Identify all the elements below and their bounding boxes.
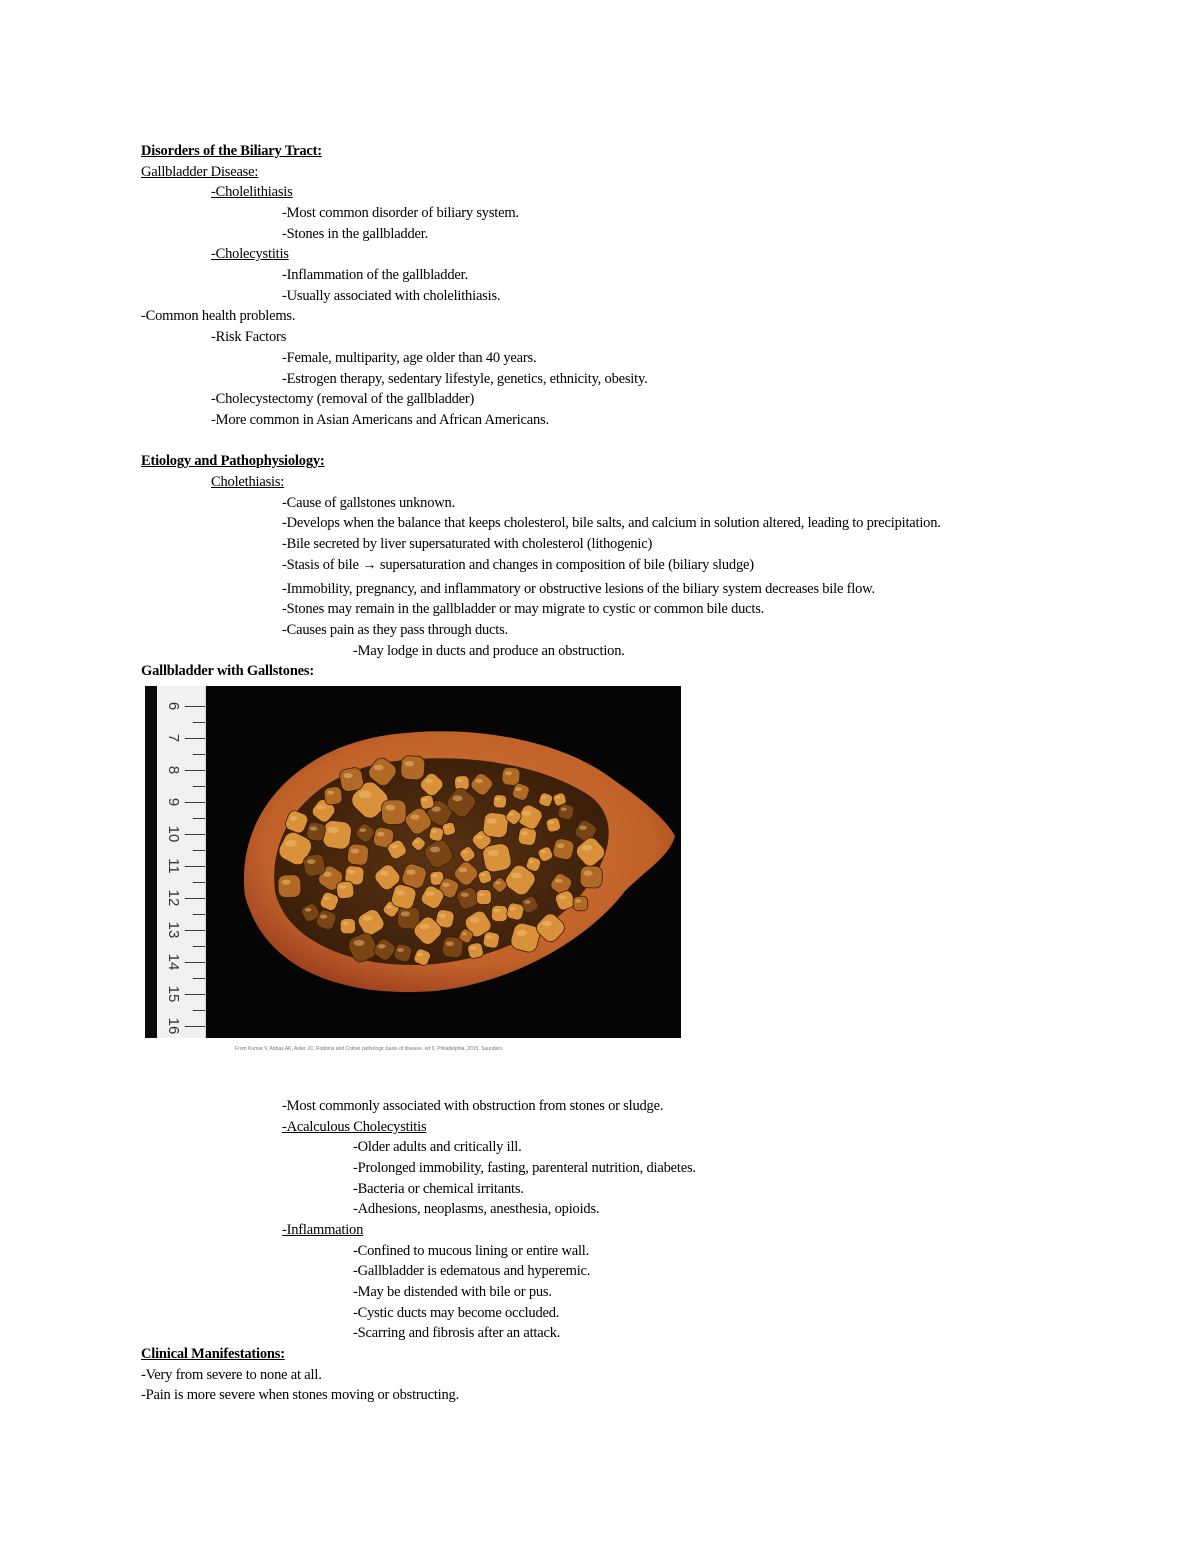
- gallstone-highlight: [385, 805, 395, 811]
- gallstone-highlight: [549, 821, 554, 824]
- ruler-number: 14: [165, 953, 182, 971]
- list-item: -Stones in the gallbladder.: [282, 226, 429, 242]
- gallstone-highlight: [495, 881, 500, 884]
- ruler-tick-minor: [193, 818, 205, 819]
- heading-cholecystitis: -Cholecystitis: [211, 246, 289, 262]
- gallstone: [306, 821, 327, 842]
- gallstone: [419, 794, 435, 810]
- ruler-tick: [185, 1026, 205, 1027]
- gallstone-highlight: [391, 845, 398, 849]
- gallstone-highlight: [470, 946, 476, 949]
- gallstone-highlight: [378, 944, 386, 948]
- gallstone-highlight: [462, 932, 467, 935]
- list-item: -Cystic ducts may become occluded.: [353, 1305, 560, 1321]
- gallstone-highlight: [445, 825, 450, 828]
- list-item: -Pain is more severe when stones moving or obstructing.: [141, 1387, 460, 1403]
- gallstone: [324, 786, 343, 805]
- figure-title: Gallbladder with Gallstones:: [141, 663, 314, 679]
- list-item: -May lodge in ducts and produce an obstruction.: [353, 643, 625, 659]
- gallstone: [338, 766, 364, 792]
- gallstone-highlight: [386, 905, 392, 908]
- gallstone-highlight: [432, 807, 441, 812]
- section-title-disorders: Disorders of the Biliary Tract:: [141, 143, 322, 159]
- ruler-tick-minor: [193, 946, 205, 947]
- gallstone: [336, 881, 355, 900]
- ruler-tick: [185, 834, 205, 835]
- gallstone: [347, 843, 370, 866]
- subtitle-gallbladder-disease: Gallbladder Disease:: [141, 164, 259, 180]
- ruler-number: 16: [165, 1017, 182, 1035]
- gallstone-highlight: [354, 940, 365, 946]
- ruler-tick-minor: [193, 978, 205, 979]
- list-item: -More common in Asian Americans and African Americans.: [211, 412, 549, 428]
- gallstone-highlight: [410, 814, 419, 819]
- gallstone-highlight: [419, 924, 429, 930]
- gallbladder-photo: [145, 686, 681, 1038]
- gallstone-highlight: [521, 831, 528, 835]
- list-item: -Develops when the balance that keeps cholesterol, bile salts, and calcium in solution altered, leading to precipitation.: [282, 515, 941, 531]
- gallstone-highlight: [310, 826, 317, 830]
- gallstone: [482, 812, 509, 839]
- gallstone: [278, 875, 301, 898]
- ruler-tick: [185, 994, 205, 995]
- ruler-tick: [185, 866, 205, 867]
- gallstone-highlight: [463, 850, 468, 853]
- gallstone-highlight: [305, 908, 311, 912]
- gallstone: [400, 755, 425, 780]
- list-item: -Cholecystectomy (removal of the gallbladder): [211, 391, 475, 407]
- list-item: -Confined to mucous lining or entire wall.: [353, 1243, 590, 1259]
- gallstone: [501, 767, 520, 786]
- list-item: -Female, multiparity, age older than 40 years.: [282, 350, 537, 366]
- gallstone-highlight: [348, 870, 356, 874]
- gallstone-highlight: [351, 849, 359, 854]
- gallstone-highlight: [446, 941, 454, 946]
- list-item: -Common health problems.: [141, 308, 296, 324]
- gallstone-highlight: [461, 893, 469, 898]
- gallstone-highlight: [432, 874, 438, 877]
- gallstone: [302, 853, 326, 877]
- gallstone-highlight: [401, 911, 410, 916]
- gallstone-highlight: [542, 921, 552, 927]
- list-item: -Adhesions, neoplasms, anesthesia, opioids.: [353, 1201, 600, 1217]
- ruler-number: 10: [165, 825, 182, 843]
- gallstone-highlight: [541, 796, 546, 799]
- gallstone-highlight: [511, 873, 522, 879]
- gallstone: [476, 889, 491, 904]
- gallstone-highlight: [510, 907, 517, 911]
- gallstone: [491, 905, 508, 922]
- ruler-number: 12: [165, 889, 182, 907]
- ruler-tick-minor: [193, 1010, 205, 1011]
- list-item: -Gallbladder is edematous and hyperemic.: [353, 1263, 591, 1279]
- ruler-tick-minor: [193, 754, 205, 755]
- gallstone: [552, 838, 575, 861]
- figure-caption: From Kumar V, Abbas AK, Aster JC: Robbins and Cotran pathologic basis of disease, ed 9, Philadelphia, 2015, Saunders.: [235, 1046, 504, 1052]
- ruler-tick: [185, 770, 205, 771]
- gallstone-highlight: [414, 840, 419, 843]
- ruler: [145, 686, 206, 1038]
- list-item: -Older adults and critically ill.: [353, 1139, 522, 1155]
- gallstone-highlight: [488, 850, 499, 856]
- gallstone: [467, 942, 484, 959]
- gallstone-highlight: [559, 895, 566, 899]
- gallstone-highlight: [561, 808, 567, 811]
- list-item: -Inflammation of the gallbladder.: [282, 267, 468, 283]
- gallstone-highlight: [557, 843, 565, 848]
- gallstone-highlight: [339, 885, 346, 889]
- ruler-number: 9: [165, 797, 182, 807]
- gallstone-highlight: [344, 773, 353, 778]
- gallstone: [493, 794, 507, 808]
- ruler-number: 7: [165, 733, 182, 743]
- list-item: -Bacteria or chemical irritants.: [353, 1181, 524, 1197]
- ruler-tick-minor: [193, 850, 205, 851]
- list-item: -Immobility, pregnancy, and inflammatory or obstructive lesions of the biliary system decreases bile flow.: [282, 581, 875, 597]
- gallstone-highlight: [584, 871, 593, 876]
- gallstone: [482, 931, 500, 949]
- gallstone-highlight: [290, 816, 298, 821]
- gallstone-highlight: [494, 909, 501, 913]
- ruler-tick: [185, 930, 205, 931]
- gallstone: [340, 918, 355, 933]
- gallbladder-image: [205, 686, 681, 1038]
- gallstone-highlight: [430, 847, 440, 853]
- gallstone-highlight: [556, 796, 561, 799]
- gallstone-highlight: [282, 880, 291, 885]
- gallstone-highlight: [495, 798, 500, 801]
- gallstone-highlight: [575, 899, 581, 902]
- list-item: -May be distended with bile or pus.: [353, 1284, 552, 1300]
- gallstone-highlight: [327, 791, 334, 795]
- gallstone-highlight: [457, 779, 463, 782]
- list-item: -Scarring and fibrosis after an attack.: [353, 1325, 561, 1341]
- gallstone: [322, 819, 353, 850]
- gallstone-highlight: [541, 850, 546, 853]
- gallstone-highlight: [505, 771, 512, 775]
- gallstone-highlight: [328, 827, 339, 833]
- ruler-tick-minor: [193, 786, 205, 787]
- gallstone-highlight: [343, 922, 349, 926]
- gallstone-highlight: [324, 897, 331, 901]
- section-title-etiology: Etiology and Pathophysiology:: [141, 453, 325, 469]
- gallstone: [580, 866, 603, 889]
- gallstone-highlight: [582, 845, 592, 851]
- ruler-tick-minor: [193, 914, 205, 915]
- list-item: -Very from severe to none at all.: [141, 1367, 322, 1383]
- ruler-tick-minor: [193, 722, 205, 723]
- gallstone-highlight: [285, 840, 297, 847]
- section-title-clinical: Clinical Manifestations:: [141, 1346, 285, 1362]
- ruler-tick: [185, 898, 205, 899]
- gallstone-highlight: [479, 893, 485, 896]
- ruler-tick: [185, 706, 205, 707]
- gallstone-highlight: [453, 795, 463, 801]
- gallstone-highlight: [320, 915, 327, 919]
- ruler-number: 6: [165, 701, 182, 711]
- gallstone-highlight: [307, 859, 315, 864]
- list-item: -Cause of gallstones unknown.: [282, 495, 456, 511]
- gallstone-highlight: [422, 798, 427, 801]
- gallstone: [573, 896, 588, 911]
- gallstone-highlight: [481, 873, 486, 876]
- gallstone-highlight: [475, 779, 483, 783]
- gallstone-highlight: [317, 805, 325, 810]
- gallstone-highlight: [579, 826, 587, 830]
- list-item: -Causes pain as they pass through ducts.: [282, 622, 508, 638]
- gallstone-highlight: [323, 872, 332, 877]
- ruler-tick-minor: [193, 882, 205, 883]
- gallstone-highlight: [523, 811, 532, 816]
- gallstone-highlight: [529, 860, 534, 863]
- ruler-number: 15: [165, 985, 182, 1003]
- list-item: -Most commonly associated with obstruction from stones or sludge.: [282, 1098, 664, 1114]
- list-item: -Stones may remain in the gallbladder or may migrate to cystic or common bile ducts.: [282, 601, 765, 617]
- gallstone-highlight: [555, 879, 562, 883]
- ruler-tick: [185, 962, 205, 963]
- ruler-tick: [185, 802, 205, 803]
- gallstone-highlight: [406, 870, 415, 875]
- gallstone-highlight: [396, 890, 405, 895]
- heading-risk-factors: -Risk Factors: [211, 329, 287, 345]
- gallstone-highlight: [442, 883, 449, 887]
- gallstone-highlight: [425, 779, 433, 784]
- gallstone-highlight: [432, 830, 438, 833]
- gallstone-highlight: [417, 953, 423, 956]
- gallstone-highlight: [470, 917, 479, 922]
- subtitle-cholethiasis: Cholethiasis:: [211, 474, 285, 490]
- heading-inflammation: -Inflammation: [282, 1222, 364, 1238]
- list-item: -Prolonged immobility, fasting, parenteral nutrition, diabetes.: [353, 1160, 696, 1176]
- gallstone-highlight: [476, 835, 483, 839]
- list-item: -Estrogen therapy, sedentary lifestyle, genetics, ethnicity, obesity.: [282, 371, 648, 387]
- gallstone-highlight: [486, 935, 492, 939]
- ruler-number: 11: [165, 858, 182, 874]
- list-item: -Most common disorder of biliary system.: [282, 205, 519, 221]
- gallstone: [428, 826, 444, 842]
- list-item: -Bile secreted by liver supersaturated with cholesterol (lithogenic): [282, 536, 653, 552]
- gallstone-highlight: [426, 891, 434, 896]
- gallstone-highlight: [524, 900, 530, 904]
- ruler-number: 8: [165, 765, 182, 775]
- gallstone-highlight: [404, 761, 414, 767]
- heading-cholelithiasis: -Cholelithiasis: [211, 184, 293, 200]
- ruler-number: 13: [165, 921, 182, 939]
- gallstone-highlight: [374, 765, 384, 771]
- gallstone-highlight: [509, 813, 515, 816]
- ruler-tick: [185, 738, 205, 739]
- heading-acalculous: -Acalculous Cholecystitis: [282, 1119, 427, 1135]
- list-item: -Usually associated with cholelithiasis.: [282, 288, 501, 304]
- gallstone-highlight: [359, 791, 372, 798]
- gallstone-highlight: [380, 871, 389, 876]
- list-item: -Stasis of bile → supersaturation and changes in composition of bile (biliary sludge): [282, 557, 754, 573]
- gallstone: [517, 826, 537, 846]
- gallstone-highlight: [516, 930, 527, 936]
- gallstone-highlight: [377, 832, 385, 837]
- gallstone-highlight: [459, 868, 467, 873]
- gallstone-highlight: [363, 916, 372, 921]
- gallstone-highlight: [515, 787, 521, 791]
- gallstone-highlight: [397, 948, 404, 952]
- gallstone-highlight: [360, 828, 367, 832]
- gallstone-highlight: [439, 914, 446, 918]
- gallstone: [381, 800, 406, 825]
- gallstone-highlight: [487, 818, 497, 824]
